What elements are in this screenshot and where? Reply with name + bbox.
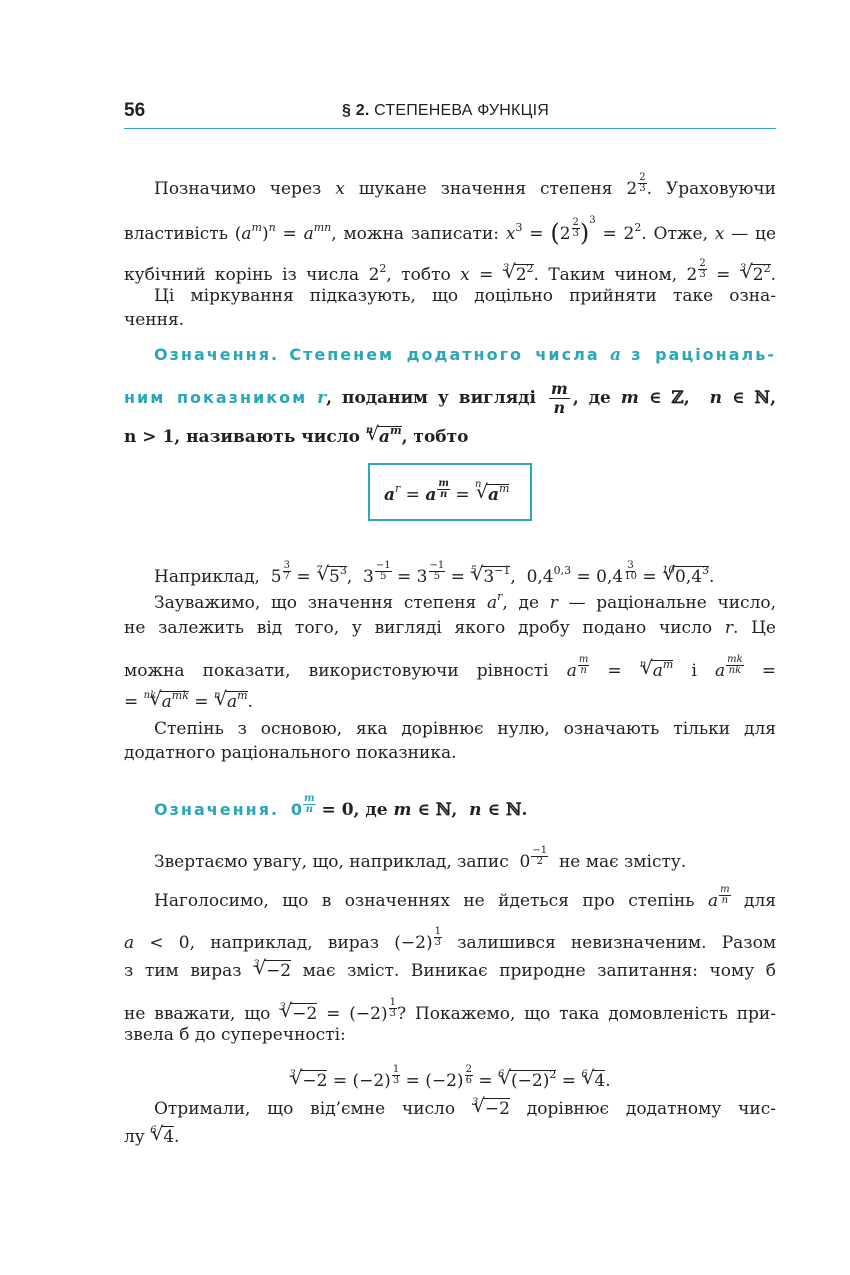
paragraph-line: можна показати, використовуючи рівності a $\frac{m}{n}$ = n √ $a^m$ і a $\frac{mk}{nk}$ = bbox=[124, 655, 776, 682]
formula: $2^2$ bbox=[368, 262, 387, 285]
formula: a $\frac{m}{n}$ bbox=[707, 884, 730, 911]
page-number: 56 bbox=[124, 100, 146, 121]
paragraph-line: Ці міркування підказують, що доцільно прийняти таке озна- bbox=[154, 286, 776, 306]
definition-label: Означення. bbox=[154, 345, 280, 364]
formula: (−2) $\frac{1}{3}$ bbox=[394, 926, 441, 953]
definition-line: Означення. Степенем додатного числа a з раціональ- bbox=[154, 345, 776, 365]
formula: = nk √ $a^{mk}$ = n √ $a^m$. bbox=[124, 692, 253, 712]
formula-display: 3 √ −2 = (−2) $\frac{1}{3}$ = (−2) $\frac{2}{6}$ = 6 √ $(-2)^2$ = 6 √ 4. bbox=[124, 1065, 776, 1092]
formula: m ∈ ℕ, n ∈ ℕ. bbox=[393, 800, 528, 820]
definition-line: ним показником r, поданим у вигляді $\frac{m}{n}$ , де m ∈ ℤ, n ∈ ℕ, bbox=[124, 379, 777, 417]
paragraph-line bbox=[124, 691, 776, 713]
formula: 3 √ −2 bbox=[472, 1098, 510, 1120]
page-header bbox=[124, 98, 776, 129]
paragraph-line: з тим вираз 3 √ −2 має зміст. Виникає природне запитання: чому б bbox=[124, 960, 776, 982]
formula: 6 √ 4 bbox=[150, 1126, 174, 1148]
paragraph-line: не вважати, що 3 √ −2 = (−2) $\frac{1}{3}$ ? Покажемо, що така домовленість при- bbox=[124, 998, 776, 1025]
formula: n √ $a^m$ bbox=[366, 426, 402, 448]
definition-label: Означення. bbox=[154, 800, 280, 819]
definition-line: n > 1, називають число n √ $a^m$, тобто bbox=[124, 426, 776, 448]
paragraph-line: властивість $(a^m)^n = a^{mn}$, можна записати: $x^3 = (2$ $\frac{2}{3}$ )$^3 = 2^2$. Отже, x — це bbox=[124, 215, 777, 247]
definition-line: Означення. 0 $\frac{m}{n}$ = 0, де m ∈ ℕ, n ∈ ℕ. bbox=[154, 793, 528, 820]
formula: m ∈ ℤ, n ∈ ℕ, bbox=[620, 388, 777, 408]
paragraph-line: Наголосимо, що в означеннях не йдеться про степінь a $\frac{m}{n}$ для bbox=[154, 884, 777, 911]
formula: $x^3 = (2$ $\frac{2}{3}$ )$^3 = 2^2$ bbox=[505, 215, 642, 247]
paragraph-line: Звертаємо увагу, що, наприклад, запис 0 $\frac{-1}{2}$ не має змісту. bbox=[154, 845, 687, 872]
formula: 2 $\frac{2}{3}$ . Ураховуючи bbox=[626, 172, 776, 199]
formula: 3 √ −2 bbox=[253, 960, 291, 982]
paragraph-line: Отримали, що від’ємне число 3 √ −2 дорівнює додатному чис- bbox=[124, 1098, 776, 1120]
formula: a < 0 bbox=[124, 933, 190, 953]
paragraph-line: Наприклад, 5 $\frac{3}{7}$ = 7 √ $5^3$, 3 $\frac{-1}{5}$ = 3 $\frac{-1}{5}$ = 5 √ $3^{-1}$, $0,4^{0,3} = 0,4$ $\frac{3}{10}$ = 10 √ $0,4^3$. bbox=[124, 561, 776, 588]
formula: a $\frac{mk}{nk}$ = bbox=[714, 654, 776, 681]
paragraph-line: не залежить від того, у вигляді якого дробу подано число r. Це bbox=[124, 618, 776, 638]
formula: a $\frac{m}{n}$ = n √ $a^m$ bbox=[567, 661, 674, 681]
formula: 2 $\frac{2}{3}$ = 3 √ $2^2$. bbox=[687, 265, 776, 285]
section-title-text: СТЕПЕНЕВА ФУНКЦІЯ bbox=[374, 102, 550, 119]
formula: 0 $\frac{m}{n}$ bbox=[290, 793, 315, 819]
paragraph-line: кубічний корінь із числа $2^2$, тобто x = 3 √ $2^2$. Таким чином, 2 $\frac{2}{3}$ = 3 √ $2^2$. bbox=[124, 259, 776, 286]
paragraph-line: лу 6 √ 4. bbox=[124, 1126, 776, 1148]
paragraph-line: Степінь з основою, яка дорівнює нулю, означають тільки для bbox=[154, 719, 776, 739]
paragraph-line: Позначимо через x шукане значення степеня 2 $\frac{2}{3}$ . Ураховуючи bbox=[154, 172, 776, 199]
section-title bbox=[342, 102, 549, 120]
paragraph-line: додатного раціонального показника. bbox=[124, 743, 457, 763]
formula: x = 3 √ $2^2$ bbox=[460, 265, 533, 285]
formula: $a^r = a$ $\frac{m}{n}$ = n √ $a^m$ bbox=[384, 479, 509, 505]
formula: 3 √ −2 = (−2) $\frac{1}{3}$ bbox=[279, 1004, 397, 1024]
formula: $a^r$ bbox=[486, 590, 503, 613]
paragraph-line: звела б до суперечності: bbox=[124, 1025, 346, 1045]
formula: 0 $\frac{-1}{2}$ bbox=[514, 845, 548, 872]
definition-formula-box bbox=[368, 463, 532, 521]
fraction-m-n: $\frac{m}{n}$ bbox=[550, 379, 568, 417]
formula: 5 $\frac{3}{7}$ = 7 √ $5^3$, 3 $\frac{-1}{5}$ = 3 $\frac{-1}{5}$ = 5 √ $3^{-1}$, $0,4^{0,3} = 0,4$ $\frac{3}{10}$ = 10 √ $0,4^3$. bbox=[265, 567, 714, 587]
section-number: § 2. bbox=[342, 102, 370, 119]
formula: $(a^m)^n = a^{mn}$ bbox=[234, 221, 332, 244]
paragraph-line: Зауважимо, що значення степеня $a^r$, де r — раціональне число, bbox=[154, 590, 777, 613]
paragraph-line: чення. bbox=[124, 310, 185, 330]
paragraph-line: a < 0, наприклад, вираз (−2) $\frac{1}{3}$ залишився невизначеним. Разом bbox=[124, 926, 777, 953]
